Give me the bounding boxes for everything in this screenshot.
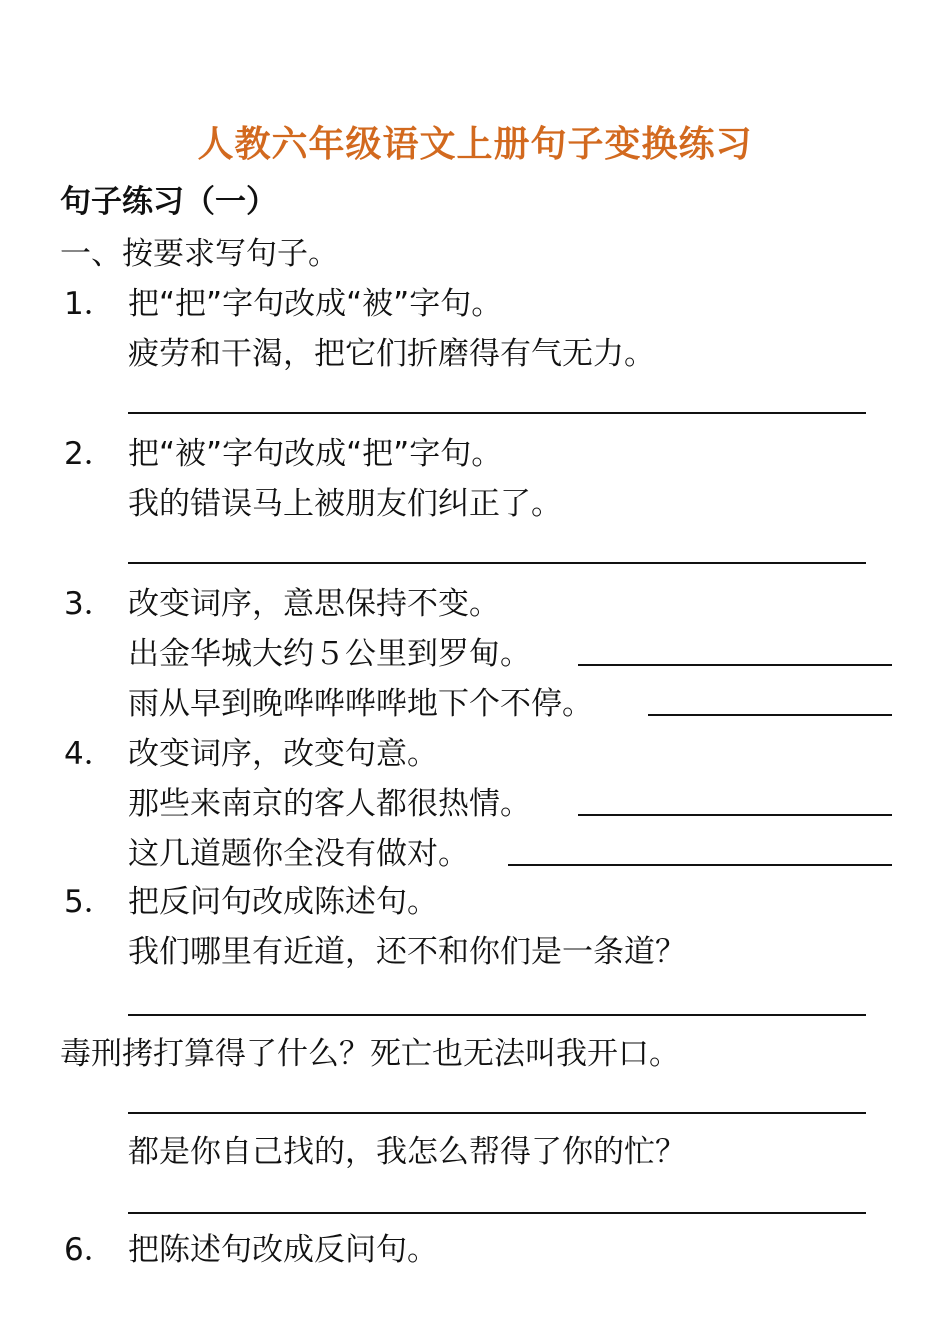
section-title: 句子练习（一） xyxy=(60,184,277,220)
part-heading: 一、按要求写句子。 xyxy=(60,236,339,272)
item-number: 3． xyxy=(64,586,115,622)
item-number: 6． xyxy=(64,1232,115,1268)
item-instruction: 把反问句改成陈述句。 xyxy=(128,884,438,920)
answer-line[interactable] xyxy=(128,412,866,414)
item-number: 2． xyxy=(64,436,115,472)
item-instruction: 改变词序，意思保持不变。 xyxy=(128,586,500,622)
item-number: 4． xyxy=(64,736,115,772)
answer-line[interactable] xyxy=(648,714,892,716)
item-sentence: 那些来南京的客人都很热情。 xyxy=(128,786,531,822)
item-instruction: 把“被”字句改成“把”字句。 xyxy=(128,436,503,472)
answer-line[interactable] xyxy=(578,814,892,816)
item-sentence: 我的错误马上被朋友们纠正了。 xyxy=(128,486,562,522)
item-sentence: 我们哪里有近道，还不和你们是一条道？ xyxy=(128,934,686,970)
item-number: 1． xyxy=(64,286,115,322)
answer-line[interactable] xyxy=(128,1212,866,1214)
item-sentence: 雨从早到晚哗哗哗哗地下个不停。 xyxy=(128,686,593,722)
item-instruction: 改变词序，改变句意。 xyxy=(128,736,438,772)
answer-line[interactable] xyxy=(508,864,892,866)
item-sentence: 疲劳和干渴，把它们折磨得有气无力。 xyxy=(128,336,655,372)
document-title: 人教六年级语文上册句子变换练习 xyxy=(197,124,753,165)
answer-line[interactable] xyxy=(128,562,866,564)
item-sentence: 出金华城大约５公里到罗甸。 xyxy=(128,636,531,672)
answer-line[interactable] xyxy=(578,664,892,666)
item-sentence: 这几道题你全没有做对。 xyxy=(128,836,469,872)
answer-line[interactable] xyxy=(128,1014,866,1016)
item-sentence: 毒刑拷打算得了什么？死亡也无法叫我开口。 xyxy=(60,1036,680,1072)
item-instruction: 把“把”字句改成“被”字句。 xyxy=(128,286,503,322)
item-instruction: 把陈述句改成反问句。 xyxy=(128,1232,438,1268)
answer-line[interactable] xyxy=(128,1112,866,1114)
item-number: 5． xyxy=(64,884,115,920)
item-sentence: 都是你自己找的，我怎么帮得了你的忙？ xyxy=(128,1134,686,1170)
